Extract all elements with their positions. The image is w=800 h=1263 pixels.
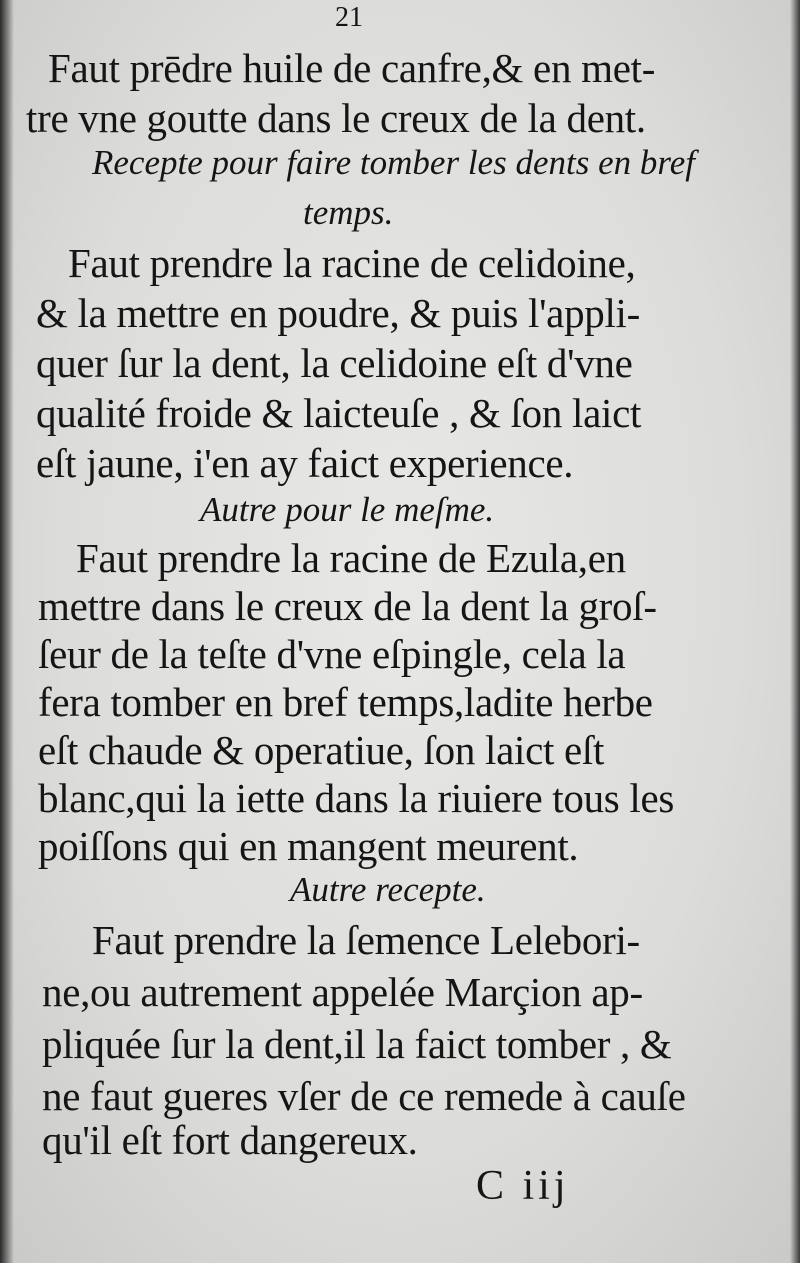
text-line: Faut prendre la ſemence Lelebori- [92, 917, 640, 963]
text-line: Faut prendre la racine de Ezula,en [76, 535, 626, 581]
text-line: tre vne goutte dans le creux de la dent. [26, 95, 646, 141]
page-left-edge [0, 0, 14, 1263]
text-line: & la mettre en poudre, & puis l'appli- [36, 290, 641, 336]
text-line: eſt jaune, i'en ay faict experience. [36, 440, 574, 486]
text-line: blanc,qui la iette dans la riuiere tous les [38, 775, 675, 821]
section-heading: Recepte pour faire tomber les dents en bref [92, 143, 695, 182]
text-line: Faut prendre la racine de celidoine, [68, 240, 636, 286]
page-right-edge [790, 0, 800, 1263]
text-line: quer ſur la dent, la celidoine eſt d'vne [36, 340, 633, 386]
signature-mark: C iij [476, 1163, 570, 1209]
text-line: eſt chaude & operatiue, ſon laict eſt [38, 727, 605, 773]
text-line: qu'il eſt fort dangereux. [42, 1117, 418, 1163]
section-heading: Autre pour le meſme. [200, 490, 495, 529]
text-line: ne,ou autrement appelée Marçion ap- [42, 969, 643, 1015]
section-heading: Autre recepte. [290, 870, 486, 909]
text-line: poiſſons qui en mangent meurent. [38, 823, 579, 869]
section-heading-continued: temps. [303, 193, 394, 232]
text-line: ſeur de la teſte d'vne eſpingle, cela la [38, 631, 626, 677]
text-line: mettre dans le creux de la dent la groſ- [38, 583, 657, 629]
text-line: qualité froide & laicteuſe , & ſon laict [36, 390, 642, 436]
page-number: 21 [335, 2, 363, 33]
page-text [26, 0, 710, 1263]
text-line: pliquée ſur la dent,il la faict tomber , & [42, 1021, 672, 1067]
text-line: ne faut gueres vſer de ce remede à cauſe [42, 1073, 686, 1119]
text-line: fera tomber en bref temps,ladite herbe [38, 679, 653, 725]
text-line: Faut prēdre huile de canfre,& en met- [48, 45, 656, 91]
